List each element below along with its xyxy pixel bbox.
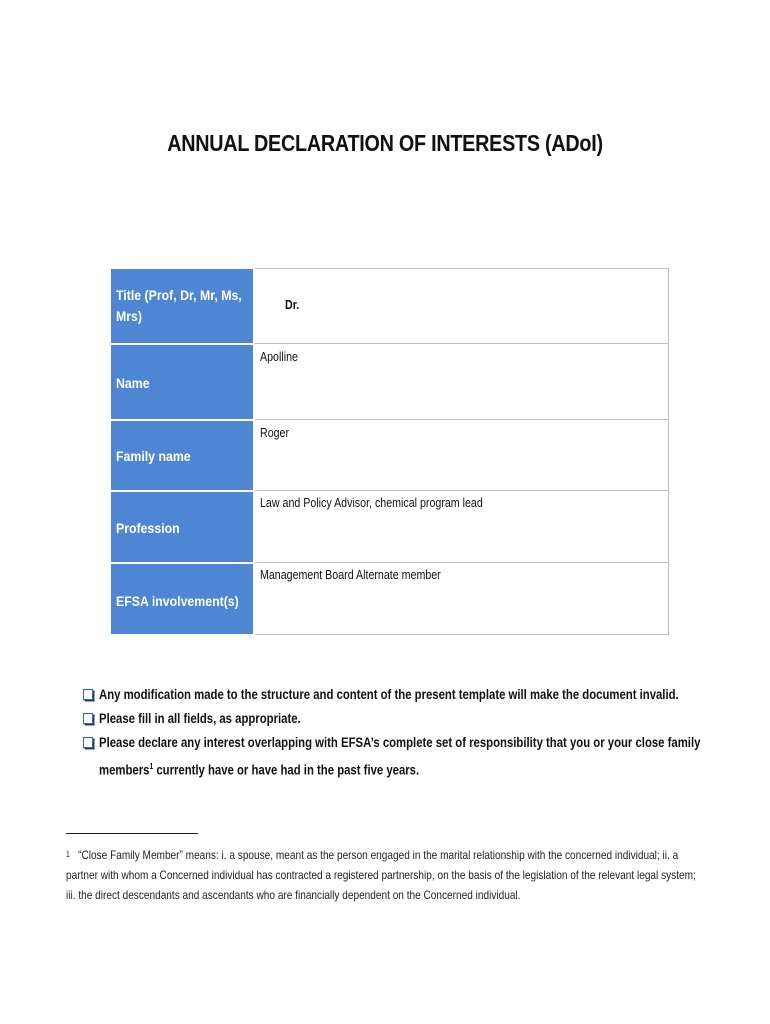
- name-value: Apolline: [260, 349, 298, 364]
- label-cell-efsa-involvement: [111, 563, 254, 635]
- footnote-mark: 1: [66, 850, 70, 859]
- footnote-separator: [66, 833, 198, 834]
- page-title: ANNUAL DECLARATION OF INTERESTS (ADoI): [167, 130, 603, 156]
- family-name-label: Family name: [116, 447, 191, 464]
- name-field[interactable]: [254, 344, 669, 420]
- footnote-reference[interactable]: 1: [149, 762, 154, 771]
- form-row-profession: [111, 491, 669, 563]
- checkbox-square-icon: [83, 689, 93, 700]
- form-row-family-name: [111, 420, 669, 491]
- instruction-text: Please fill in all fields, as appropriate.: [99, 711, 301, 726]
- continuation-text-end: currently have or have had in the past five years.: [153, 762, 420, 778]
- label-cell-name: [111, 344, 254, 420]
- title-label: Title (Prof, Dr, Mr, Ms, Mrs): [116, 286, 242, 324]
- footnote: [66, 845, 706, 905]
- profession-value: Law and Policy Advisor, chemical program lead: [260, 495, 483, 510]
- form-row-efsa-involvement: [111, 563, 669, 635]
- form-row-name: [111, 344, 669, 420]
- instruction-item: [83, 707, 693, 731]
- label-cell-title: [111, 269, 254, 344]
- label-cell-profession: [111, 491, 254, 563]
- checkbox-square-icon: [83, 713, 93, 724]
- efsa-involvement-label: EFSA involvement(s): [116, 592, 239, 609]
- title-field[interactable]: [254, 269, 669, 344]
- profession-field[interactable]: [254, 491, 669, 563]
- profession-label: Profession: [116, 519, 180, 536]
- instruction-text: Please declare any interest overlapping with EFSA’s complete set of responsibility that you or your close family: [99, 735, 701, 750]
- continuation-text: members: [99, 762, 150, 778]
- instruction-continuation: [83, 755, 693, 783]
- instruction-item: [83, 683, 693, 707]
- instruction-text: Any modification made to the structure and content of the present template will make the document invalid.: [99, 687, 679, 702]
- footnote-text: “Close Family Member” means: i. a spouse, meant as the person engaged in the marital relationship with the concerned individual; ii. a partner with whom a Concerned individual has contracted a registered partnership, on the basis of the legislation of the relevant legal system; iii. the direct descendants and ascendants who are financially dependent on the Concerned individual.: [66, 848, 696, 902]
- checkbox-square-icon: [83, 737, 93, 748]
- name-label: Name: [116, 374, 150, 391]
- title-value: Dr.: [285, 297, 300, 312]
- label-cell-family-name: [111, 420, 254, 491]
- declaration-form-table: [111, 268, 669, 636]
- instruction-item: [83, 731, 701, 755]
- efsa-involvement-field[interactable]: [254, 563, 669, 635]
- efsa-involvement-value: Management Board Alternate member: [260, 567, 441, 582]
- instructions-list: [83, 683, 701, 783]
- form-row-title: [111, 269, 669, 344]
- family-name-value: Roger: [260, 425, 290, 440]
- family-name-field[interactable]: [254, 420, 669, 491]
